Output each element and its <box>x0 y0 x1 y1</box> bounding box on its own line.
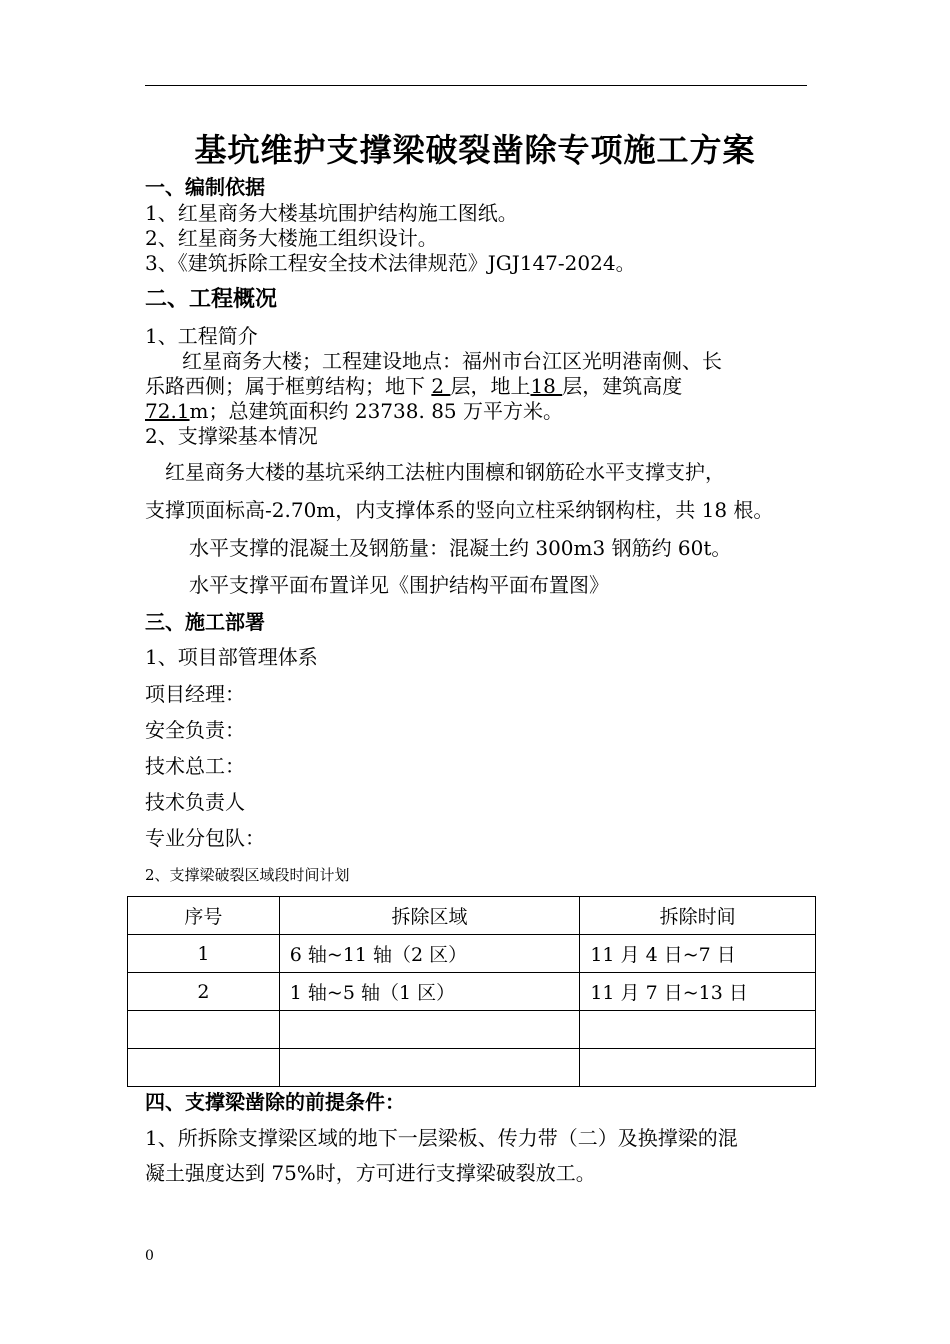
section-4-heading: 四、支撑梁凿除的前提条件： <box>145 1090 405 1114</box>
section-3-heading: 三、施工部署 <box>145 610 265 634</box>
header-cell: 序号 <box>128 897 280 935</box>
overview-line-1: 红星商务大楼；工程建设地点：福州市台江区光明港南侧、长 <box>182 349 722 373</box>
overview-subheading: 1、工程简介 <box>145 324 258 348</box>
overview-line-2b: 层，地上 <box>450 374 531 398</box>
precondition-line-2: 凝土强度达到 75%时，方可进行支撑梁破裂放工。 <box>145 1161 596 1185</box>
basis-item-1: 1、红星商务大楼基坑围护结构施工图纸。 <box>145 201 518 225</box>
overview-line-2 <box>145 373 682 399</box>
schedule-subheading: 2、支撑梁破裂区域段时间计划 <box>145 866 350 884</box>
support-beam-line-2: 支撑顶面标高-2.70m，内支撑体系的竖向立柱采纳钢构柱，共 18 根。 <box>145 498 774 522</box>
table-cell <box>279 1011 580 1049</box>
role-chief-engineer: 技术总工： <box>145 754 245 778</box>
support-beam-subheading: 2、支撑梁基本情况 <box>145 424 318 448</box>
table-header-row <box>128 897 816 935</box>
role-technical-lead: 技术负责人 <box>145 790 245 814</box>
page-number: 0 <box>145 1248 154 1264</box>
role-subcontractor: 专业分包队： <box>145 826 265 850</box>
table-cell <box>580 1011 816 1049</box>
table-cell: 11 月 4 日~7 日 <box>580 935 816 973</box>
table-cell: 2 <box>128 973 280 1011</box>
document-title: 基坑维护支撑梁破裂凿除专项施工方案 <box>194 131 756 169</box>
header-rule <box>145 85 807 86</box>
table-cell: 11 月 7 日~13 日 <box>580 973 816 1011</box>
overview-line-3-rest: m；总建筑面积约 23738. 85 万平方米。 <box>189 399 563 423</box>
table-row <box>128 973 816 1011</box>
overview-line-2a: 乐路西侧；属于框剪结构；地下 <box>145 374 432 398</box>
table-row <box>128 935 816 973</box>
table-cell <box>128 1011 280 1049</box>
section-1-heading: 一、编制依据 <box>145 175 265 199</box>
table-row <box>128 1049 816 1087</box>
table-cell: 6 轴~11 轴（2 区） <box>279 935 580 973</box>
support-beam-line-3: 水平支撑的混凝土及钢筋量：混凝土约 300m3 钢筋约 60t。 <box>189 536 732 560</box>
below-ground-floors: 2 <box>431 374 451 398</box>
above-ground-floors: 18 <box>530 374 563 398</box>
basis-item-2: 2、红星商务大楼施工组织设计。 <box>145 226 438 250</box>
support-beam-line-4: 水平支撑平面布置详见《围护结构平面布置图》 <box>189 573 609 597</box>
management-subheading: 1、项目部管理体系 <box>145 645 318 669</box>
table-cell <box>580 1049 816 1087</box>
role-safety: 安全负责： <box>145 718 245 742</box>
overview-line-2c: 层，建筑高度 <box>562 374 683 398</box>
table-cell: 1 轴~5 轴（1 区） <box>279 973 580 1011</box>
table-cell: 1 <box>128 935 280 973</box>
table-cell <box>128 1049 280 1087</box>
header-cell: 拆除区域 <box>279 897 580 935</box>
precondition-line-1: 1、所拆除支撑梁区域的地下一层梁板、传力带（二）及换撑梁的混 <box>145 1126 738 1150</box>
building-height: 72.1 <box>145 399 190 423</box>
header-cell: 拆除时间 <box>580 897 816 935</box>
overview-line-3 <box>145 398 563 424</box>
role-project-manager: 项目经理： <box>145 682 245 706</box>
support-beam-line-1: 红星商务大楼的基坑采纳工法桩内围檩和钢筋砼水平支撑支护， <box>165 460 725 484</box>
table-cell <box>279 1049 580 1087</box>
basis-item-3: 3、《建筑拆除工程安全技术法律规范》JGJ147-2024。 <box>145 251 636 275</box>
section-2-heading: 二、工程概况 <box>145 287 278 312</box>
demolition-schedule-table <box>127 896 816 1087</box>
table-row <box>128 1011 816 1049</box>
